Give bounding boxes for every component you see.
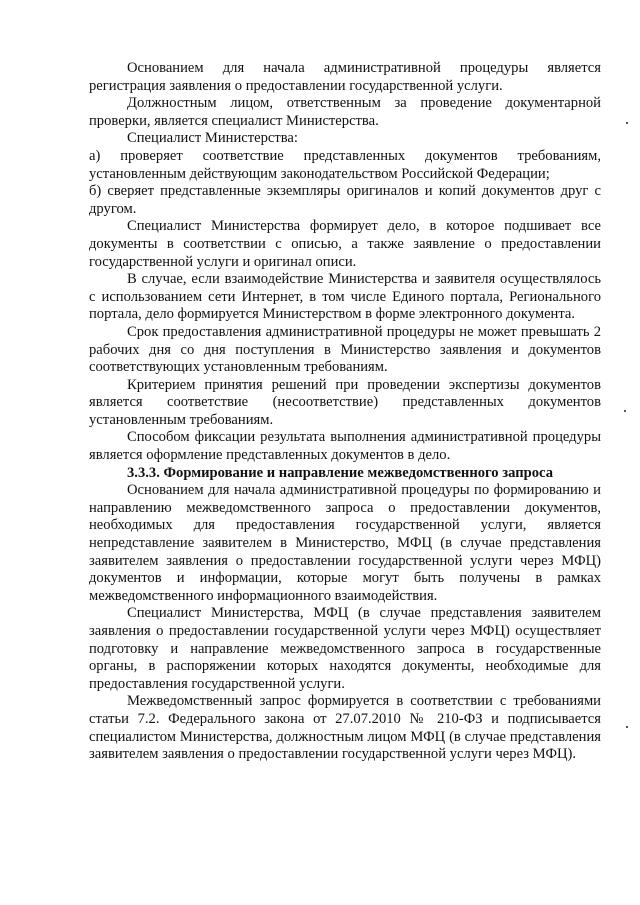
paragraph-request-basis: Основанием для начала административной процедуры по формированию и направлению межведомственного запроса о предоставлении документов, необходимых для предоставления государственной услуги, является непредставление заявителем в Министерство, МФЦ (в случае представления заявителем заявления о предоставлении государственной услуги через МФЦ) документов и информации, которые могут быть получены в рамках межведомственного информационного взаимодействия. — [89, 482, 601, 604]
list-item-a: а) проверяет соответствие представленных документов требованиям, установленным действующим законодательством Российской Федерации; — [89, 147, 601, 182]
paragraph-request-preparation: Специалист Министерства, МФЦ (в случае представления заявителем заявления о предоставлении государственной услуги через МФЦ) осуществляет подготовку и направление межведомственного запроса в государственные органы, в распоряжении которых находятся документы, необходимые для предоставления государственной услуги. — [89, 605, 601, 692]
paragraph-result-fixation: Способом фиксации результата выполнения административной процедуры является оформление представленных документов в дело. — [89, 429, 601, 464]
document-body — [89, 60, 601, 764]
paragraph-decision-criteria: Критерием принятия решений при проведении экспертизы документов является соответствие (несоответствие) представленных документов установленным требованиям. — [89, 376, 601, 428]
paragraph-responsible-official: Должностным лицом, ответственным за проведение документарной проверки, является специалист Министерства. — [89, 95, 601, 129]
scan-speck — [626, 726, 628, 728]
scan-speck — [624, 410, 626, 412]
paragraph-electronic-case: В случае, если взаимодействие Министерства и заявителя осуществлялось с использованием сети Интернет, в том числе Единого портала, Регионального портала, дело формируется Министерством в форме электронного документа. — [89, 271, 601, 323]
paragraph-registration-basis: Основанием для начала административной процедуры является регистрация заявления о предоставлении государственной услуги. — [89, 60, 601, 94]
paragraph-request-requirements: Межведомственный запрос формируется в соответствии с требованиями статьи 7.2. Федерального закона от 27.07.2010 № 210-ФЗ и подписывается специалистом Министерства, должностным лицом МФЦ (в случае представления заявителем заявления о предоставлении государственной услуги через МФЦ). — [89, 693, 601, 763]
paragraph-specialist-intro: Специалист Министерства: — [127, 130, 298, 147]
paragraph-case-formation: Специалист Министерства формирует дело, в которое подшивает все документы в соответствии с описью, а также заявление о предоставлении государственной услуги и оригинал описи. — [89, 218, 601, 270]
list-item-b: б) сверяет представленные экземпляры оригиналов и копий документов друг с другом. — [89, 183, 601, 217]
paragraph-deadline: Срок предоставления административной процедуры не может превышать 2 рабочих дня со дня поступления в Министерство заявления и документов соответствующих установленным требованиям. — [89, 323, 601, 376]
section-heading-3-3-3: 3.3.3. Формирование и направление межведомственного запроса — [127, 464, 553, 481]
scan-speck — [626, 122, 628, 124]
